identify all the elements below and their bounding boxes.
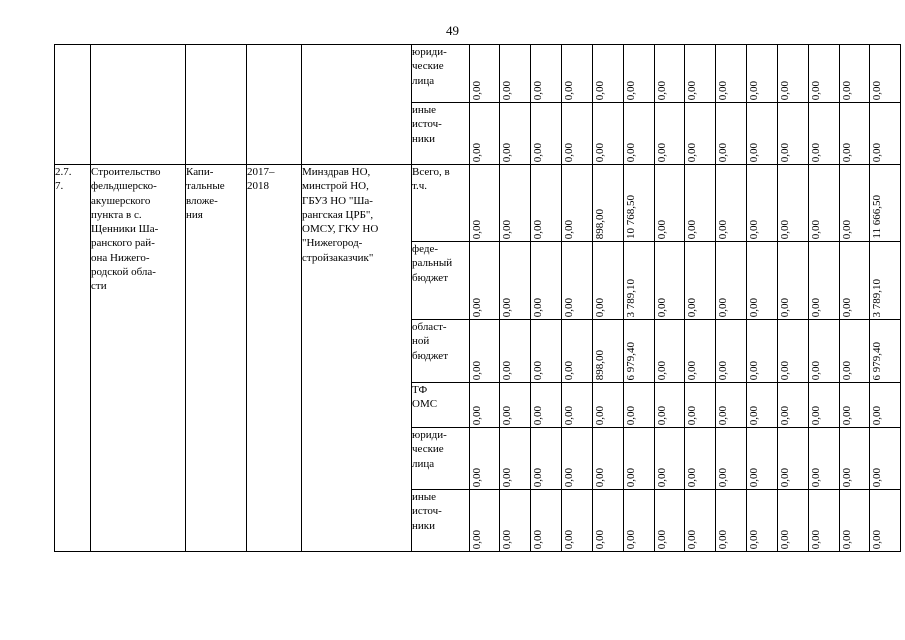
value-cell (470, 490, 500, 552)
value-text: 0,00 (748, 142, 760, 162)
value-text: 3 789,10 (871, 278, 883, 317)
value-text: 6 979,40 (625, 341, 637, 380)
item-type-cell (186, 45, 247, 165)
value-cell (716, 165, 747, 242)
value-cell (778, 428, 809, 490)
value-text: 0,00 (841, 142, 853, 162)
value-cell (593, 320, 624, 383)
value-text: 0,00 (779, 405, 791, 425)
value-text: 0,00 (471, 405, 483, 425)
value-cell (747, 320, 778, 383)
value-cell (624, 428, 655, 490)
value-text: 0,00 (532, 467, 544, 487)
value-cell (685, 103, 716, 165)
value-text: 10 768,50 (625, 195, 637, 239)
value-cell (778, 45, 809, 103)
value-text: 898,00 (594, 208, 606, 239)
value-text: 0,00 (501, 360, 513, 380)
value-cell (840, 383, 870, 428)
value-text: 0,00 (656, 80, 668, 100)
value-text: 0,00 (656, 467, 668, 487)
value-text: 0,00 (810, 529, 822, 549)
value-text: 0,00 (717, 529, 729, 549)
value-text: 0,00 (717, 297, 729, 317)
value-cell (562, 383, 593, 428)
value-cell (809, 490, 840, 552)
value-text: 0,00 (810, 360, 822, 380)
value-text: 0,00 (532, 360, 544, 380)
funding-source-cell: иные источ- ники (412, 490, 470, 552)
funding-source-cell: юриди- ческие лица (412, 45, 470, 103)
value-cell (624, 490, 655, 552)
value-text: 0,00 (594, 467, 606, 487)
value-cell (747, 383, 778, 428)
value-cell (624, 320, 655, 383)
value-text: 0,00 (594, 142, 606, 162)
value-cell (655, 165, 685, 242)
value-text: 0,00 (686, 80, 698, 100)
value-cell (716, 320, 747, 383)
value-text: 0,00 (563, 80, 575, 100)
value-cell (562, 45, 593, 103)
value-cell (562, 103, 593, 165)
value-cell (778, 242, 809, 320)
value-text: 0,00 (471, 529, 483, 549)
item-years-cell: 2017– 2018 (247, 165, 302, 552)
funding-source-cell: феде- ральный бюджет (412, 242, 470, 320)
value-cell (747, 242, 778, 320)
value-text: 0,00 (779, 360, 791, 380)
value-cell (470, 103, 500, 165)
value-text: 6 979,40 (871, 341, 883, 380)
value-cell (593, 242, 624, 320)
value-text: 0,00 (871, 467, 883, 487)
value-cell (685, 383, 716, 428)
value-text: 0,00 (686, 405, 698, 425)
value-cell (809, 428, 840, 490)
value-text: 0,00 (841, 467, 853, 487)
value-cell (685, 428, 716, 490)
value-text: 0,00 (810, 467, 822, 487)
value-text: 0,00 (748, 529, 760, 549)
value-text: 0,00 (686, 219, 698, 239)
value-text: 0,00 (871, 405, 883, 425)
value-text: 0,00 (717, 142, 729, 162)
value-text: 0,00 (501, 529, 513, 549)
value-text: 0,00 (841, 297, 853, 317)
item-name-cell (91, 45, 186, 165)
value-cell (624, 165, 655, 242)
value-text: 0,00 (532, 219, 544, 239)
value-text: 0,00 (717, 405, 729, 425)
value-cell (655, 490, 685, 552)
value-text: 0,00 (810, 219, 822, 239)
value-cell (716, 103, 747, 165)
item-executors-cell: Минздрав НО, минстрой НО, ГБУЗ НО "Ша- рангская ЦРБ", ОМСУ, ГКУ НО "Нижегород- стройзаказчик" (302, 165, 412, 552)
value-cell (531, 45, 562, 103)
value-text: 11 666,50 (871, 195, 883, 239)
value-text: 0,00 (779, 467, 791, 487)
value-cell (870, 490, 901, 552)
value-cell (500, 383, 531, 428)
value-text: 0,00 (471, 219, 483, 239)
value-text: 0,00 (841, 360, 853, 380)
value-cell (747, 103, 778, 165)
value-cell (716, 45, 747, 103)
value-cell (500, 428, 531, 490)
value-cell (716, 383, 747, 428)
value-cell (531, 320, 562, 383)
value-text: 0,00 (471, 142, 483, 162)
value-text: 0,00 (810, 297, 822, 317)
value-cell (562, 320, 593, 383)
value-cell (624, 383, 655, 428)
page-number: 49 (446, 23, 459, 38)
value-cell (624, 242, 655, 320)
value-text: 0,00 (563, 297, 575, 317)
value-text: 0,00 (501, 80, 513, 100)
value-cell (470, 320, 500, 383)
value-cell (655, 320, 685, 383)
value-cell (470, 428, 500, 490)
value-cell (870, 242, 901, 320)
value-cell (593, 45, 624, 103)
value-cell (747, 165, 778, 242)
value-cell (500, 320, 531, 383)
value-text: 0,00 (810, 142, 822, 162)
value-cell (809, 242, 840, 320)
value-cell (870, 320, 901, 383)
value-text: 0,00 (625, 80, 637, 100)
funding-source-cell: Всего, в т.ч. (412, 165, 470, 242)
value-text: 0,00 (686, 360, 698, 380)
value-cell (870, 45, 901, 103)
value-text: 0,00 (748, 297, 760, 317)
value-cell (870, 383, 901, 428)
funding-source-cell: юриди- ческие лица (412, 428, 470, 490)
value-cell (500, 45, 531, 103)
value-cell (470, 383, 500, 428)
value-cell (778, 383, 809, 428)
value-text: 0,00 (501, 219, 513, 239)
value-text: 0,00 (501, 405, 513, 425)
value-text: 0,00 (841, 219, 853, 239)
value-cell (840, 165, 870, 242)
table-row (55, 165, 901, 242)
value-text: 0,00 (841, 405, 853, 425)
value-text: 0,00 (532, 80, 544, 100)
value-text: 0,00 (748, 405, 760, 425)
value-cell (809, 383, 840, 428)
value-text: 0,00 (779, 297, 791, 317)
value-text: 0,00 (563, 142, 575, 162)
value-cell (870, 103, 901, 165)
value-cell (685, 165, 716, 242)
value-text: 0,00 (779, 142, 791, 162)
value-text: 0,00 (717, 467, 729, 487)
value-cell (531, 165, 562, 242)
value-text: 0,00 (625, 467, 637, 487)
value-text: 0,00 (471, 80, 483, 100)
funding-source-cell: иные источ- ники (412, 103, 470, 165)
value-text: 0,00 (563, 529, 575, 549)
value-text: 0,00 (563, 360, 575, 380)
value-text: 898,00 (594, 349, 606, 380)
value-cell (655, 428, 685, 490)
value-text: 0,00 (532, 142, 544, 162)
value-cell (500, 242, 531, 320)
value-cell (778, 103, 809, 165)
item-executors-cell (302, 45, 412, 165)
value-cell (593, 383, 624, 428)
value-cell (531, 428, 562, 490)
value-text: 0,00 (686, 467, 698, 487)
value-cell (716, 428, 747, 490)
value-cell (747, 490, 778, 552)
value-cell (778, 320, 809, 383)
value-text: 0,00 (871, 142, 883, 162)
value-text: 0,00 (717, 360, 729, 380)
value-text: 0,00 (748, 80, 760, 100)
value-text: 0,00 (656, 142, 668, 162)
value-cell (840, 45, 870, 103)
value-text: 0,00 (625, 405, 637, 425)
value-text: 0,00 (471, 297, 483, 317)
table-row (55, 45, 901, 103)
value-text: 0,00 (532, 529, 544, 549)
value-text: 0,00 (779, 219, 791, 239)
value-cell (809, 103, 840, 165)
value-cell (655, 103, 685, 165)
value-cell (500, 103, 531, 165)
value-cell (840, 320, 870, 383)
value-text: 0,00 (841, 529, 853, 549)
value-cell (655, 383, 685, 428)
item-type-cell: Капи- тальные вложе- ния (186, 165, 247, 552)
value-text: 0,00 (810, 80, 822, 100)
item-name-cell: Строительство фельдшерско- акушерского пункта в с. Щенники Ша- ранского рай- она Нижего- родской обла- сти (91, 165, 186, 552)
value-cell (870, 428, 901, 490)
value-text: 0,00 (841, 80, 853, 100)
value-cell (562, 165, 593, 242)
value-cell (685, 242, 716, 320)
value-text: 0,00 (871, 529, 883, 549)
value-cell (531, 383, 562, 428)
value-cell (809, 320, 840, 383)
value-text: 0,00 (748, 360, 760, 380)
value-cell (778, 490, 809, 552)
value-text: 0,00 (594, 80, 606, 100)
value-text: 0,00 (501, 142, 513, 162)
value-cell (593, 165, 624, 242)
value-cell (531, 103, 562, 165)
value-cell (562, 242, 593, 320)
value-text: 0,00 (656, 529, 668, 549)
value-cell (655, 45, 685, 103)
value-text: 0,00 (717, 219, 729, 239)
value-cell (778, 165, 809, 242)
value-cell (685, 45, 716, 103)
value-text: 0,00 (748, 219, 760, 239)
value-cell (624, 45, 655, 103)
value-cell (562, 490, 593, 552)
value-cell (716, 490, 747, 552)
value-text: 0,00 (563, 219, 575, 239)
value-cell (840, 103, 870, 165)
value-cell (716, 242, 747, 320)
item-number-cell (55, 45, 91, 165)
value-cell (470, 165, 500, 242)
value-text: 0,00 (471, 467, 483, 487)
item-number-cell: 2.7. 7. (55, 165, 91, 552)
value-cell (747, 45, 778, 103)
value-text: 0,00 (779, 80, 791, 100)
value-text: 0,00 (594, 529, 606, 549)
value-text: 0,00 (625, 529, 637, 549)
value-cell (593, 103, 624, 165)
value-text: 0,00 (656, 360, 668, 380)
value-cell (840, 490, 870, 552)
value-cell (593, 490, 624, 552)
value-cell (593, 428, 624, 490)
funding-source-cell: област- ной бюджет (412, 320, 470, 383)
value-text: 0,00 (471, 360, 483, 380)
value-cell (747, 428, 778, 490)
budget-table (54, 44, 901, 552)
value-cell (624, 103, 655, 165)
value-text: 0,00 (563, 467, 575, 487)
value-text: 0,00 (810, 405, 822, 425)
value-cell (685, 490, 716, 552)
value-cell (500, 165, 531, 242)
value-cell (531, 242, 562, 320)
value-cell (470, 45, 500, 103)
value-text: 0,00 (532, 297, 544, 317)
value-text: 0,00 (594, 405, 606, 425)
value-text: 0,00 (625, 142, 637, 162)
value-text: 0,00 (501, 297, 513, 317)
value-cell (809, 165, 840, 242)
value-text: 0,00 (656, 405, 668, 425)
value-text: 0,00 (501, 467, 513, 487)
value-cell (840, 428, 870, 490)
value-text: 0,00 (532, 405, 544, 425)
value-text: 0,00 (686, 297, 698, 317)
value-cell (562, 428, 593, 490)
value-cell (840, 242, 870, 320)
value-text: 0,00 (656, 297, 668, 317)
value-text: 0,00 (871, 80, 883, 100)
value-text: 0,00 (748, 467, 760, 487)
value-text: 0,00 (594, 297, 606, 317)
value-text: 0,00 (563, 405, 575, 425)
value-cell (870, 165, 901, 242)
value-text: 0,00 (717, 80, 729, 100)
funding-source-cell: ТФ ОМС (412, 383, 470, 428)
value-cell (655, 242, 685, 320)
value-text: 0,00 (686, 142, 698, 162)
value-cell (809, 45, 840, 103)
item-years-cell (247, 45, 302, 165)
value-cell (685, 320, 716, 383)
value-text: 0,00 (779, 529, 791, 549)
value-cell (500, 490, 531, 552)
value-text: 0,00 (656, 219, 668, 239)
value-cell (470, 242, 500, 320)
value-text: 3 789,10 (625, 278, 637, 317)
value-cell (531, 490, 562, 552)
value-text: 0,00 (686, 529, 698, 549)
